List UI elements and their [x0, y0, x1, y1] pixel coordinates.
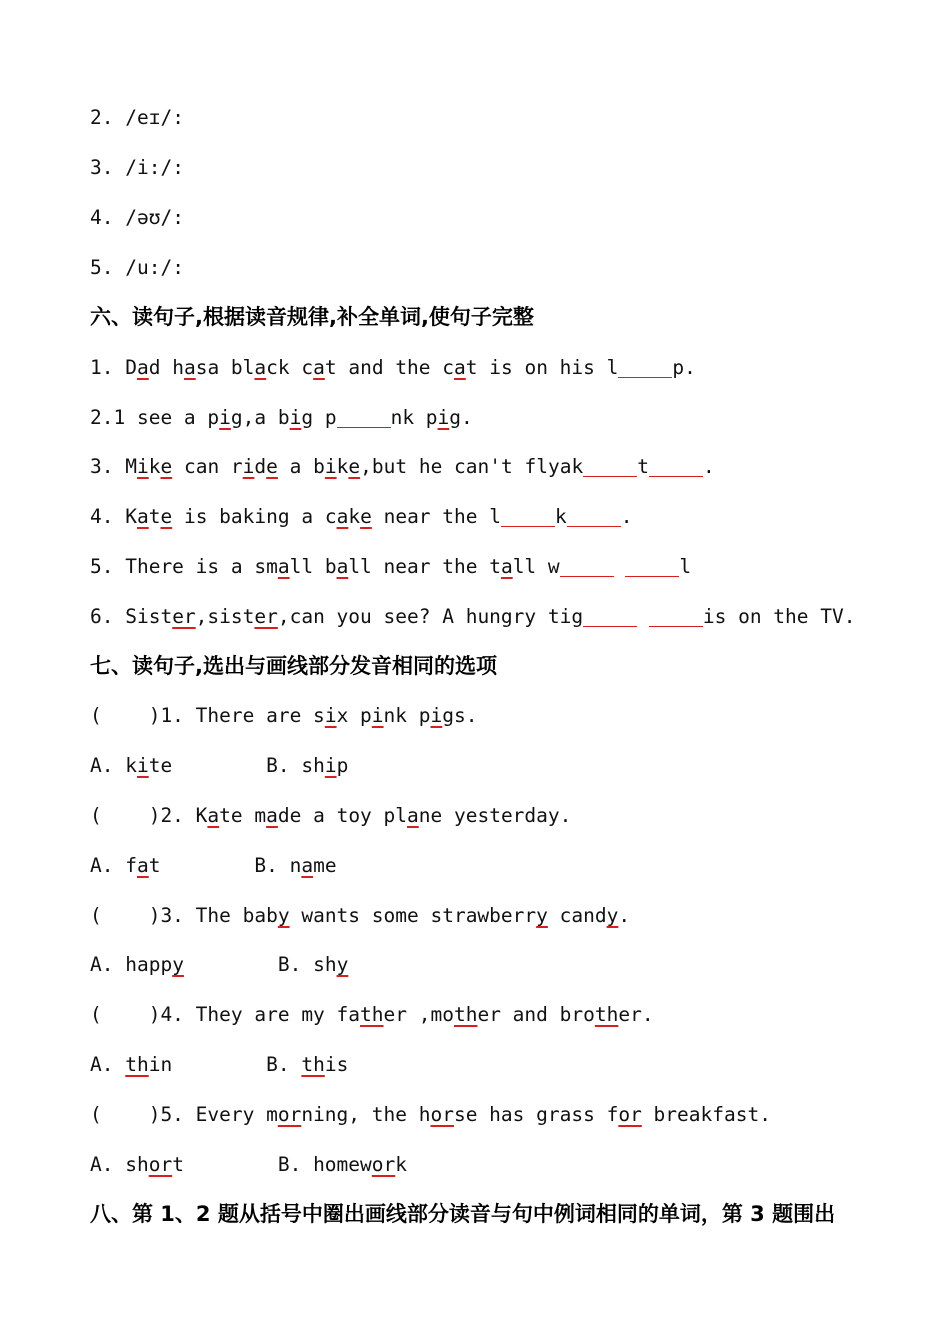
underlined-sound: i [324, 704, 337, 727]
underlined-sound: i [430, 704, 443, 727]
sentence-text: near the l [371, 505, 501, 528]
question-line [90, 702, 478, 730]
sentence-text: A. happ [90, 953, 173, 976]
sentence-text: is [324, 1053, 349, 1076]
underlined-sound: a [301, 854, 314, 877]
option-line [90, 752, 348, 780]
underlined-sound: e [348, 455, 361, 478]
underlined-sound: i [324, 455, 337, 478]
question-line [90, 802, 571, 830]
sentence-text: k [148, 455, 161, 478]
sentence-text: ,can you see? A hungry tig [277, 605, 584, 628]
underlined-sound: i [136, 754, 149, 777]
underlined-sound: i [437, 406, 450, 429]
underlined-sound: i [289, 406, 302, 429]
answer-blank [501, 507, 555, 528]
underlined-sound: e [160, 455, 173, 478]
sentence-text: ll near the t [348, 555, 501, 578]
sentence-text: A. [90, 1053, 126, 1076]
answer-blank [560, 557, 614, 578]
underlined-sound: a [136, 854, 149, 877]
underlined-sound: a [207, 804, 220, 827]
underlined-sound: th [453, 1003, 478, 1026]
underlined-sound: or [430, 1103, 454, 1126]
underlined-sound: a [500, 555, 513, 578]
sentence-text: ( )4. They are my fa [90, 1003, 361, 1026]
phonetic-item: 4. /əʊ/: [90, 206, 184, 229]
sentence-text: . [702, 455, 715, 478]
sentence-text: ll b [289, 555, 337, 578]
answer-blank [583, 607, 637, 628]
option-line [90, 1151, 407, 1179]
sentence-text: x p [336, 704, 372, 727]
sentence-text: t B. homew [172, 1153, 372, 1176]
underlined-sound: a [313, 356, 325, 379]
answer-blank [583, 457, 637, 478]
phonetic-item: 5. /u:/: [90, 256, 184, 279]
sentence-text: d h [148, 356, 184, 379]
underlined-sound: a [454, 356, 466, 379]
underlined-sound: th [594, 1003, 619, 1026]
underlined-sound: i [219, 406, 231, 429]
sentence-text: wants some strawberr [289, 904, 537, 927]
underlined-sound: y [336, 953, 349, 976]
sentence-text: p [336, 754, 349, 777]
sentence-text: t is on his l [465, 356, 619, 379]
sentence-text: breakfast. [641, 1103, 771, 1126]
sentence-text: 1. D [90, 356, 137, 379]
underlined-sound: e [360, 505, 372, 528]
sentence-text: te B. sh [148, 754, 325, 777]
sentence-text: er ,mo [383, 1003, 454, 1026]
sentence-text: in B. [148, 1053, 302, 1076]
sentence-text: a b [277, 455, 325, 478]
underlined-sound: e [160, 505, 173, 528]
sentence-text: g p [301, 406, 337, 429]
sentence-text: nk p [390, 406, 438, 429]
sentence-text: k [348, 505, 361, 528]
underlined-sound: th [125, 1053, 149, 1076]
underlined-sound: a [136, 505, 149, 528]
fill-in-sentence [90, 603, 855, 631]
sentence-text: ( )2. K [90, 804, 208, 827]
sentence-text: t and the c [324, 356, 455, 379]
sentence-text: de a toy pl [277, 804, 408, 827]
underlined-sound: a [183, 356, 196, 379]
sentence-text: 5. There is a sm [90, 555, 278, 578]
underlined-sound: or [148, 1153, 173, 1176]
underlined-sound: or [371, 1153, 396, 1176]
sentence-text: 2.1 see a p [90, 406, 220, 429]
option-line [90, 1051, 348, 1079]
underlined-sound: y [277, 904, 290, 927]
sentence-text: nk p [383, 704, 431, 727]
sentence-text: A. f [90, 854, 137, 877]
sentence-text [637, 605, 649, 628]
underlined-sound: i [371, 704, 384, 727]
question-line [90, 1001, 654, 1029]
underlined-sound: a [277, 555, 290, 578]
phonetic-item: 2. /eɪ/: [90, 106, 184, 129]
sentence-text: A. sh [90, 1153, 149, 1176]
sentence-text: A. k [90, 754, 137, 777]
sentence-text [614, 555, 626, 578]
sentence-text: er and bro [477, 1003, 595, 1026]
fill-in-sentence [90, 553, 691, 581]
sentence-text: ne yesterday. [418, 804, 572, 827]
sentence-text: ck c [266, 356, 314, 379]
phonetic-item: 3. /i:/: [90, 156, 184, 179]
sentence-text: ( )3. The bab [90, 904, 278, 927]
sentence-text: is baking a c [172, 505, 337, 528]
section-7-heading: 七、读句子,选出与画线部分发音相同的选项 [90, 654, 497, 678]
underlined-sound: y [606, 904, 619, 927]
underlined-sound: er [254, 605, 278, 628]
underlined-sound: y [172, 953, 184, 976]
underlined-sound: i [136, 455, 149, 478]
sentence-text: t [637, 455, 649, 478]
sentence-text: g,a b [230, 406, 290, 429]
question-line [90, 1101, 771, 1129]
sentence-text: me [313, 854, 337, 877]
sentence-text: k [395, 1153, 408, 1176]
sentence-text: . [618, 904, 631, 927]
sentence-text: d [254, 455, 267, 478]
sentence-text: ,sist [195, 605, 255, 628]
sentence-text: ning, the h [301, 1103, 431, 1126]
sentence-text: ( )1. There are s [90, 704, 325, 727]
sentence-text: 3. M [90, 455, 137, 478]
sentence-text: t [148, 505, 161, 528]
underlined-sound: y [536, 904, 548, 927]
sentence-text: t B. n [148, 854, 302, 877]
answer-blank [567, 507, 621, 528]
sentence-text: p. [672, 356, 696, 379]
underlined-sound: i [324, 754, 337, 777]
underlined-sound: th [301, 1053, 325, 1076]
sentence-text: 6. Sist [90, 605, 173, 628]
sentence-text: 4. K [90, 505, 137, 528]
underlined-sound: or [618, 1103, 642, 1126]
underlined-sound: a [336, 555, 349, 578]
underlined-sound: a [136, 356, 149, 379]
sentence-text: cand [547, 904, 607, 927]
sentence-text: er. [618, 1003, 654, 1026]
section-8-heading: 八、第 1、2 题从括号中圈出画线部分读音与句中例词相同的单词，第 3 题围出 [90, 1202, 836, 1226]
sentence-text: ( )5. Every m [90, 1103, 278, 1126]
sentence-text: ,but he can't flyak [360, 455, 584, 478]
underlined-sound: a [254, 356, 267, 379]
sentence-text: can r [172, 455, 243, 478]
underlined-sound: a [266, 804, 278, 827]
sentence-text: is on the TV. [702, 605, 856, 628]
sentence-text: ll w [512, 555, 560, 578]
answer-blank [649, 607, 703, 628]
sentence-text: te m [219, 804, 267, 827]
underlined-sound: a [336, 505, 349, 528]
option-line [90, 951, 348, 979]
sentence-text: se has grass f [453, 1103, 619, 1126]
answer-blank [337, 408, 391, 429]
sentence-text: g. [449, 406, 473, 429]
sentence-text: k [336, 455, 349, 478]
sentence-text: k [554, 505, 567, 528]
sentence-text: . [620, 505, 633, 528]
question-line [90, 902, 630, 930]
answer-blank [625, 557, 679, 578]
underlined-sound: or [277, 1103, 302, 1126]
underlined-sound: a [407, 804, 419, 827]
sentence-text: l [679, 555, 692, 578]
sentence-text: sa bl [195, 356, 255, 379]
underlined-sound: er [172, 605, 196, 628]
fill-in-sentence [90, 453, 715, 481]
fill-in-sentence [90, 503, 632, 531]
underlined-sound: i [242, 455, 255, 478]
section-6-heading: 六、读句子,根据读音规律,补全单词,使句子完整 [90, 305, 534, 329]
underlined-sound: th [360, 1003, 384, 1026]
answer-blank [618, 358, 672, 379]
sentence-text: B. sh [183, 953, 337, 976]
fill-in-sentence [90, 404, 473, 432]
option-line [90, 852, 337, 880]
underlined-sound: e [266, 455, 278, 478]
answer-blank [649, 457, 703, 478]
sentence-text: gs. [442, 704, 478, 727]
fill-in-sentence [90, 354, 696, 382]
